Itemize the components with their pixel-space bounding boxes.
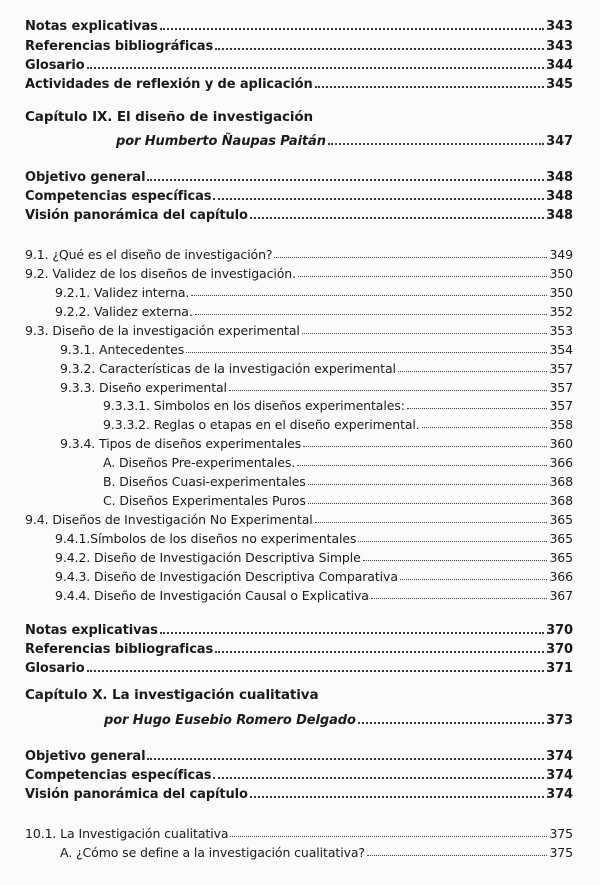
leader-dots [308, 481, 548, 485]
leader-dots [297, 462, 547, 466]
toc-entry-label: A. ¿Cómo se define a la investigación cualitativa? [60, 845, 365, 860]
toc-entry-9-4-1 [55, 526, 573, 546]
toc-entry-9-3-3-1 [103, 393, 573, 413]
toc-entry-label: B. Diseños Cuasi-experimentales [103, 474, 306, 489]
toc-entry-label: Referencias bibliográficas [25, 39, 214, 54]
toc-entry-page: 368 [549, 493, 573, 508]
toc-entry-label: Glosario [25, 58, 85, 73]
toc-entry-page: 370 [546, 623, 573, 638]
toc-entry-9-3-1 [60, 337, 573, 357]
toc-entry-page: 371 [546, 661, 573, 676]
toc-entry-page: 357 [549, 361, 573, 376]
toc-entry-referencias [25, 34, 573, 54]
toc-entry-9-1 [25, 242, 573, 262]
chapter-10-title: Capítulo X. La investigación cualitativa [25, 687, 319, 703]
toc-entry-page: 357 [549, 380, 573, 395]
toc-entry-label: 9.3.4. Tipos de diseños experimentales [60, 436, 302, 451]
leader-dots [186, 349, 547, 353]
toc-entry-page: 365 [549, 531, 573, 546]
toc-entry-label: 9.4.3. Diseño de Investigación Descriptiva Comparativa [55, 569, 398, 584]
toc-entry-glosario-2 [25, 656, 573, 676]
leader-dots [308, 500, 548, 504]
toc-entry-page: 353 [549, 323, 573, 338]
leader-dots [160, 25, 544, 30]
leader-dots [191, 292, 547, 296]
toc-entry-9-3 [25, 318, 573, 338]
toc-entry-label: 9.1. ¿Qué es el diseño de investigación? [25, 247, 273, 262]
toc-entry-label: Objetivo general [25, 170, 146, 185]
toc-entry-label: 9.3.3. Diseño experimental [60, 380, 227, 395]
toc-entry-referencias-2 [25, 637, 573, 657]
toc-entry-page: 366 [549, 455, 573, 470]
leader-dots [250, 214, 544, 219]
toc-entry-page: 366 [549, 569, 573, 584]
toc-entry-notas-explicativas-2 [25, 618, 573, 638]
toc-entry-page: 348 [546, 208, 573, 223]
toc-entry-9-4-4 [55, 583, 573, 603]
toc-entry-page: 354 [549, 342, 573, 357]
toc-entry-9-3-4-b [103, 469, 573, 489]
toc-entry-page: 374 [546, 749, 573, 764]
toc-entry-page: 344 [546, 58, 573, 73]
leader-dots [302, 330, 548, 334]
toc-entry-competencias-2 [25, 763, 573, 783]
leader-dots [147, 176, 544, 181]
toc-entry-page: 343 [546, 19, 573, 34]
toc-entry-9-2-2 [55, 299, 573, 319]
toc-entry-page: 343 [546, 39, 573, 54]
leader-dots [315, 519, 548, 523]
toc-entry-vision-2 [25, 782, 573, 802]
leader-dots [303, 443, 547, 447]
toc-entry-9-4-2 [55, 545, 573, 565]
toc-entry-page: 368 [549, 474, 573, 489]
toc-entry-page: 370 [546, 642, 573, 657]
toc-entry-9-3-4-a [103, 450, 573, 470]
toc-entry-page: 375 [549, 826, 573, 841]
leader-dots [315, 83, 545, 88]
toc-entry-9-2-1 [55, 280, 573, 300]
toc-entry-page: 367 [549, 588, 573, 603]
toc-entry-page: 360 [549, 436, 573, 451]
toc-entry-notas-explicativas [25, 14, 573, 34]
chapter-9-title: Capítulo IX. El diseño de investigación [25, 109, 314, 125]
toc-entry-9-4-3 [55, 564, 573, 584]
toc-entry-objetivo-2 [25, 744, 573, 764]
toc-entry-label: Competencias específicas [25, 768, 212, 783]
toc-entry-page: 375 [549, 845, 573, 860]
author-name: por Hugo Eusebio Romero Delgado [104, 713, 356, 728]
chapter-9-author [116, 129, 573, 149]
toc-entry-objetivo [25, 165, 573, 185]
toc-entry-page: 349 [549, 247, 573, 262]
toc-entry-label: 9.2.1. Validez interna. [55, 285, 190, 300]
leader-dots [87, 667, 545, 672]
toc-entry-label: Referencias bibliograficas [25, 642, 214, 657]
toc-entry-label: Actividades de reflexión y de aplicación [25, 77, 313, 92]
toc-entry-label: Visión panorámica del capítulo [25, 208, 248, 223]
toc-entry-label: 9.3.2. Características de la investigación experimental [60, 361, 396, 376]
toc-entry-label: C. Diseños Experimentales Puros [103, 493, 306, 508]
leader-dots [147, 755, 544, 760]
toc-entry-label: 9.2. Validez de los diseños de investigación. [25, 266, 296, 281]
toc-entry-page: 373 [546, 713, 573, 728]
toc-entry-page: 350 [549, 266, 573, 281]
toc-entry-label: Glosario [25, 661, 85, 676]
leader-dots [400, 576, 548, 580]
leader-dots [160, 629, 544, 634]
toc-entry-9-3-3-2 [103, 412, 573, 432]
toc-entry-page: 350 [549, 285, 573, 300]
leader-dots [371, 595, 548, 599]
toc-entry-label: Visión panorámica del capítulo [25, 787, 248, 802]
leader-dots [229, 387, 548, 391]
leader-dots [274, 254, 547, 258]
leader-dots [358, 719, 544, 724]
toc-entry-9-3-4 [60, 431, 573, 451]
leader-dots [250, 793, 544, 798]
leader-dots [213, 195, 544, 200]
toc-entry-label: 10.1. La Investigación cualitativa [25, 826, 229, 841]
leader-dots [215, 648, 544, 653]
leader-dots [298, 273, 547, 277]
toc-entry-page: 345 [546, 77, 573, 92]
toc-entry-9-3-4-c [103, 488, 573, 508]
toc-entry-page: 374 [546, 787, 573, 802]
leader-dots [358, 538, 547, 542]
toc-entry-page: 374 [546, 768, 573, 783]
leader-dots [407, 405, 548, 409]
toc-entry-page: 357 [549, 398, 573, 413]
author-name: por Humberto Ñaupas Paitán [116, 134, 326, 149]
toc-entry-page: 352 [549, 304, 573, 319]
leader-dots [363, 557, 548, 561]
leader-dots [87, 64, 545, 69]
toc-entry-glosario [25, 53, 573, 73]
toc-entry-label: 9.3.3.1. Simbolos en los diseños experimentales: [103, 398, 405, 413]
leader-dots [213, 774, 544, 779]
toc-entry-page: 348 [546, 170, 573, 185]
toc-entry-label: 9.3.3.2. Reglas o etapas en el diseño experimental. [103, 417, 420, 432]
toc-entry-10-1 [25, 821, 573, 841]
chapter-10-author [104, 708, 573, 728]
leader-dots [195, 311, 548, 315]
toc-entry-label: 9.4. Diseños de Investigación No Experimental [25, 512, 313, 527]
toc-entry-9-3-2 [60, 356, 573, 376]
toc-entry-10-1-a [60, 840, 573, 860]
toc-entry-label: 9.2.2. Validez externa. [55, 304, 193, 319]
toc-entry-9-4 [25, 507, 573, 527]
toc-entry-page: 347 [546, 134, 573, 149]
leader-dots [328, 140, 544, 145]
toc-entry-9-3-3 [60, 375, 573, 395]
toc-entry-label: 9.4.4. Diseño de Investigación Causal o Explicativa [55, 588, 369, 603]
toc-entry-actividades [25, 72, 573, 92]
toc-entry-vision [25, 203, 573, 223]
leader-dots [398, 368, 548, 372]
toc-entry-label: A. Diseños Pre-experimentales. [103, 455, 296, 470]
toc-entry-label: Notas explicativas [25, 623, 158, 638]
toc-entry-label: Objetivo general [25, 749, 146, 764]
toc-entry-label: Notas explicativas [25, 19, 158, 34]
toc-entry-page: 365 [549, 550, 573, 565]
toc-entry-label: 9.4.2. Diseño de Investigación Descriptiva Simple [55, 550, 361, 565]
toc-entry-page: 348 [546, 189, 573, 204]
toc-entry-label: 9.3. Diseño de la investigación experimental [25, 323, 300, 338]
toc-entry-competencias [25, 184, 573, 204]
toc-entry-page: 365 [549, 512, 573, 527]
leader-dots [367, 852, 547, 856]
toc-entry-label: 9.3.1. Antecedentes [60, 342, 185, 357]
toc-entry-label: 9.4.1.Símbolos de los diseños no experimentales [55, 531, 357, 546]
leader-dots [215, 45, 544, 50]
toc-entry-page: 358 [549, 417, 573, 432]
toc-entry-label: Competencias específicas [25, 189, 212, 204]
leader-dots [422, 424, 548, 428]
leader-dots [230, 833, 547, 837]
toc-entry-9-2 [25, 261, 573, 281]
